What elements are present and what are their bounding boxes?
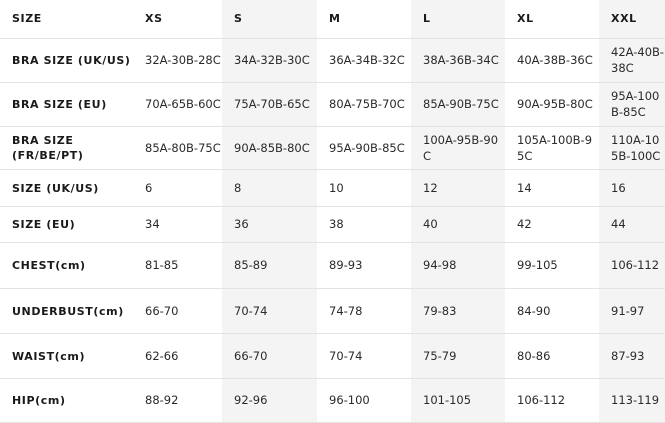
table-cell: 79-83 xyxy=(411,288,505,333)
table-cell: 10 xyxy=(317,169,411,206)
table-cell: 87-93 xyxy=(599,333,665,378)
table-cell xyxy=(317,126,411,169)
table-cell: 81-85 xyxy=(133,242,222,288)
cell-value: 85A-80B-75C xyxy=(145,140,221,155)
cell-value: 75A-70B-65C xyxy=(234,97,310,111)
table-cell xyxy=(505,126,599,169)
table-cell: 84-90 xyxy=(505,288,599,333)
row-label-text: SIZE (EU) xyxy=(12,218,76,231)
row-label xyxy=(0,82,133,126)
row-unit: (cm) xyxy=(93,304,124,318)
cell-value: 38A-36B-34C xyxy=(423,53,499,67)
row-label-text: BRA SIZE (UK/US) xyxy=(12,54,131,67)
table-cell: 85-89 xyxy=(222,242,317,288)
table-row xyxy=(0,38,665,82)
table-cell xyxy=(599,38,665,82)
table-cell: 44 xyxy=(599,206,665,242)
table-cell xyxy=(133,38,222,82)
header-size-xl: XL xyxy=(505,0,599,38)
table-cell: 75-79 xyxy=(411,333,505,378)
cell-value: 110A-105B-100C xyxy=(611,132,661,163)
cell-value: 90A-85B-80C xyxy=(234,140,310,155)
cell-value: 40A-38B-36C xyxy=(517,53,593,67)
row-label-text: UNDERBUST xyxy=(12,304,94,318)
table-row xyxy=(0,126,665,169)
row-unit: (cm) xyxy=(54,349,86,363)
header-size-l: L xyxy=(411,0,505,38)
row-label xyxy=(0,206,133,242)
row-unit: (cm) xyxy=(35,394,66,407)
table-row xyxy=(0,169,665,206)
table-row xyxy=(0,242,665,288)
table-cell xyxy=(505,82,599,126)
row-label xyxy=(0,378,133,422)
cell-value: 95A-90B-85C xyxy=(329,140,405,155)
table-cell: 74-78 xyxy=(317,288,411,333)
table-row xyxy=(0,288,665,333)
cell-value: 34A-32B-30C xyxy=(234,53,310,67)
table-cell: 113-119 xyxy=(599,378,665,422)
table-cell: 106-112 xyxy=(505,378,599,422)
header-size-label: SIZE xyxy=(0,0,133,38)
table-cell xyxy=(133,82,222,126)
cell-value: 70A-65B-60C xyxy=(145,97,221,111)
header-row xyxy=(0,0,665,38)
table-cell: 16 xyxy=(599,169,665,206)
table-cell: 106-112 xyxy=(599,242,665,288)
table-cell xyxy=(317,82,411,126)
header-size-s: S xyxy=(222,0,317,38)
cell-value: 80A-75B-70C xyxy=(329,97,405,111)
table-cell xyxy=(411,82,505,126)
table-cell: 66-70 xyxy=(133,288,222,333)
table-cell: 101-105 xyxy=(411,378,505,422)
table-cell xyxy=(411,126,505,169)
table-cell xyxy=(133,126,222,169)
table-cell: 62-66 xyxy=(133,333,222,378)
table-row xyxy=(0,206,665,242)
table-cell: 70-74 xyxy=(317,333,411,378)
table-cell xyxy=(599,126,665,169)
row-label xyxy=(0,169,133,206)
row-unit: (cm) xyxy=(55,259,86,272)
table-cell: 14 xyxy=(505,169,599,206)
table-cell: 42 xyxy=(505,206,599,242)
row-label-text: CHEST xyxy=(12,259,56,272)
cell-value: 100A-95B-90C xyxy=(423,132,499,163)
row-label xyxy=(0,333,133,378)
table-row xyxy=(0,378,665,422)
cell-value: 42A-40B-38C xyxy=(611,45,665,75)
row-label-text: HIP xyxy=(12,394,36,407)
table-cell: 96-100 xyxy=(317,378,411,422)
row-label xyxy=(0,38,133,82)
row-label-text: BRA SIZE (EU) xyxy=(12,98,107,111)
table-cell: 12 xyxy=(411,169,505,206)
cell-value: 95A-100B-85C xyxy=(611,89,660,119)
table-cell: 92-96 xyxy=(222,378,317,422)
header-size-xs: XS xyxy=(133,0,222,38)
header-size-xxl: XXL xyxy=(599,0,665,38)
table-cell: 34 xyxy=(133,206,222,242)
row-label xyxy=(0,242,133,288)
table-cell xyxy=(317,38,411,82)
cell-value: 32A-30B-28C xyxy=(145,53,221,67)
table-cell: 88-92 xyxy=(133,378,222,422)
table-cell: 80-86 xyxy=(505,333,599,378)
table-row xyxy=(0,82,665,126)
row-label-text: WAIST xyxy=(12,349,55,363)
table-cell: 38 xyxy=(317,206,411,242)
cell-value: 105A-100B-95C xyxy=(517,132,593,163)
table-cell xyxy=(505,38,599,82)
table-cell: 66-70 xyxy=(222,333,317,378)
table-row xyxy=(0,333,665,378)
table-cell: 94-98 xyxy=(411,242,505,288)
table-cell: 40 xyxy=(411,206,505,242)
row-label xyxy=(0,288,133,333)
table-cell: 36 xyxy=(222,206,317,242)
table-cell: 99-105 xyxy=(505,242,599,288)
cell-value: 90A-95B-80C xyxy=(517,97,593,111)
header-size-m: M xyxy=(317,0,411,38)
table-cell xyxy=(222,82,317,126)
row-label-text: SIZE (UK/US) xyxy=(12,181,99,195)
table-cell xyxy=(411,38,505,82)
cell-value: 36A-34B-32C xyxy=(329,53,405,67)
table-cell: 6 xyxy=(133,169,222,206)
table-cell: 89-93 xyxy=(317,242,411,288)
table-cell xyxy=(222,38,317,82)
row-label xyxy=(0,126,133,169)
table-cell: 8 xyxy=(222,169,317,206)
table-cell: 70-74 xyxy=(222,288,317,333)
table-cell xyxy=(222,126,317,169)
row-label-text: BRA SIZE (FR/BE/PT) xyxy=(12,133,84,162)
table-cell: 91-97 xyxy=(599,288,665,333)
cell-value: 85A-90B-75C xyxy=(423,97,499,111)
table-cell xyxy=(599,82,665,126)
